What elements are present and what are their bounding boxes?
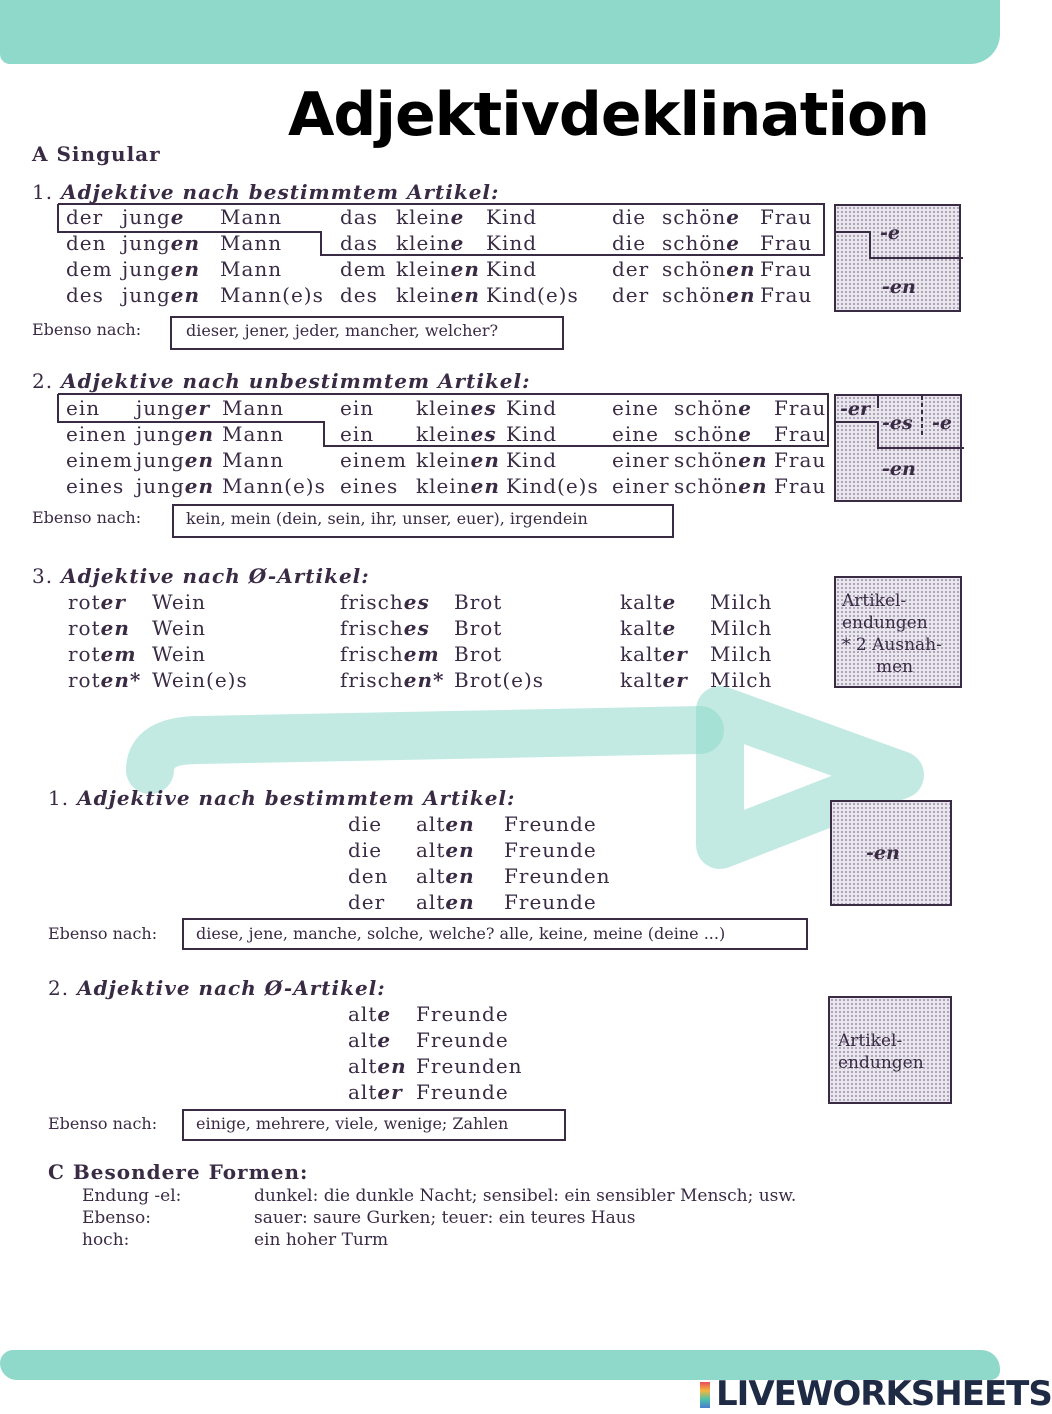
g1-noun: Frau bbox=[760, 205, 813, 229]
section-a-title: A Singular bbox=[32, 142, 161, 166]
g1-article: der bbox=[66, 205, 104, 229]
plural1-ebenso-label: Ebenso nach: bbox=[48, 924, 158, 943]
p1-noun: Freunden bbox=[504, 864, 611, 888]
ending-en: -en bbox=[882, 276, 916, 298]
g1-adjective: junge bbox=[122, 205, 185, 229]
plural1-ending-box bbox=[830, 800, 952, 906]
p2-adjective: alte bbox=[348, 1028, 392, 1052]
c-value-1: dunkel: die dunkle Nacht; sensibel: ein sensibler Mensch; usw. bbox=[254, 1186, 797, 1206]
g2-noun: Frau bbox=[774, 448, 827, 472]
g3-adjective: rotem bbox=[68, 642, 137, 666]
ending-es: -es bbox=[882, 412, 913, 434]
p1-noun: Freunde bbox=[504, 838, 597, 862]
g3-noun: Wein bbox=[152, 616, 207, 640]
group1-ebenso-label: Ebenso nach: bbox=[32, 320, 142, 339]
g2-noun: Kind bbox=[506, 396, 558, 420]
g2-article: einem bbox=[340, 448, 407, 472]
g1-noun: Kind bbox=[486, 205, 538, 229]
g3-noun: Brot(e)s bbox=[454, 668, 545, 692]
g1-noun: Mann(e)s bbox=[220, 283, 324, 307]
g1-noun: Kind bbox=[486, 257, 538, 281]
g2-article: ein bbox=[340, 396, 375, 420]
ending-en-2: -en bbox=[882, 458, 916, 480]
g1-adjective: kleine bbox=[396, 205, 465, 229]
g2-noun: Frau bbox=[774, 396, 827, 420]
g3-adjective: frischem bbox=[340, 642, 440, 666]
g2-adjective: kleines bbox=[416, 422, 497, 446]
g3-noun: Wein(e)s bbox=[152, 668, 248, 692]
g2-article: eine bbox=[612, 396, 659, 420]
logo-mark-icon bbox=[700, 1382, 710, 1408]
plural2-ebenso-label: Ebenso nach: bbox=[48, 1114, 158, 1133]
g2-noun: Mann bbox=[222, 396, 285, 420]
g3-noun: Brot bbox=[454, 642, 503, 666]
plural1-heading: 1. Adjektive nach bestimmtem Artikel: bbox=[48, 786, 516, 810]
artikel-box-line2: endungen bbox=[842, 613, 928, 633]
g3-adjective: kalter bbox=[620, 642, 688, 666]
group2-ebenso-label: Ebenso nach: bbox=[32, 508, 142, 527]
p1-article: den bbox=[348, 864, 389, 888]
g1-adjective: schöne bbox=[662, 231, 741, 255]
g3-adjective: frisches bbox=[340, 590, 430, 614]
g2-adjective: jungen bbox=[136, 422, 215, 446]
g3-adjective: roten bbox=[68, 616, 130, 640]
g1-article: des bbox=[340, 283, 378, 307]
p1-adjective: alten bbox=[416, 838, 475, 862]
g3-adjective: roten* bbox=[68, 668, 142, 692]
g1-article: das bbox=[340, 231, 378, 255]
g2-article: ein bbox=[340, 422, 375, 446]
p1-adjective: alten bbox=[416, 812, 475, 836]
g1-adjective: kleinen bbox=[396, 257, 480, 281]
group1-heading: 1. Adjektive nach bestimmtem Artikel: bbox=[32, 180, 500, 204]
g1-adjective: jungen bbox=[122, 283, 201, 307]
artikel-box-line1: Artikel- bbox=[842, 591, 907, 611]
g2-adjective: schönen bbox=[674, 474, 768, 498]
g2-noun: Frau bbox=[774, 422, 827, 446]
group3-artikel-box bbox=[834, 576, 962, 688]
g3-noun: Wein bbox=[152, 590, 207, 614]
group3-heading: 3. Adjektive nach Ø-Artikel: bbox=[32, 564, 370, 588]
g2-noun: Kind bbox=[506, 422, 558, 446]
p1-noun: Freunde bbox=[504, 890, 597, 914]
p2-adjective: alten bbox=[348, 1054, 407, 1078]
g1-article: dem bbox=[340, 257, 387, 281]
p1-adjective: alten bbox=[416, 890, 475, 914]
g3-adjective: kalte bbox=[620, 616, 677, 640]
g2-noun: Mann bbox=[222, 448, 285, 472]
g3-adjective: kalte bbox=[620, 590, 677, 614]
c-value-2: sauer: saure Gurken; teuer: ein teures Haus bbox=[254, 1208, 636, 1228]
c-label-3: hoch: bbox=[82, 1230, 130, 1250]
group1-ending-box bbox=[834, 204, 961, 312]
plural-artikel-line2: endungen bbox=[838, 1053, 924, 1073]
g1-article: der bbox=[612, 257, 650, 281]
liveworksheets-logo: LIVEWORKSHEETS bbox=[700, 1374, 1052, 1414]
g1-noun: Mann bbox=[220, 205, 283, 229]
g2-adjective: schöne bbox=[674, 396, 753, 420]
g2-article: einer bbox=[612, 474, 670, 498]
g2-article: ein bbox=[66, 396, 101, 420]
g2-article: eine bbox=[612, 422, 659, 446]
plural2-artikel-box bbox=[828, 996, 952, 1104]
p2-noun: Freunde bbox=[416, 1028, 509, 1052]
g1-adjective: schönen bbox=[662, 257, 756, 281]
g2-adjective: jungen bbox=[136, 448, 215, 472]
c-value-3: ein hoher Turm bbox=[254, 1230, 389, 1250]
group2-ending-box bbox=[834, 394, 962, 502]
p1-article: der bbox=[348, 890, 386, 914]
g2-article: eines bbox=[66, 474, 125, 498]
g1-noun: Kind bbox=[486, 231, 538, 255]
g3-adjective: roter bbox=[68, 590, 126, 614]
g2-article: eines bbox=[340, 474, 399, 498]
g1-article: dem bbox=[66, 257, 113, 281]
g2-article: einen bbox=[66, 422, 127, 446]
group2-heading: 2. Adjektive nach unbestimmtem Artikel: bbox=[32, 369, 531, 393]
c-label-1: Endung -el: bbox=[82, 1186, 182, 1206]
g1-adjective: kleinen bbox=[396, 283, 480, 307]
g2-adjective: schönen bbox=[674, 448, 768, 472]
group1-ebenso-text: dieser, jener, jeder, mancher, welcher? bbox=[186, 321, 499, 340]
g1-noun: Frau bbox=[760, 231, 813, 255]
g3-adjective: kalter bbox=[620, 668, 688, 692]
g3-noun: Milch bbox=[710, 616, 773, 640]
g3-adjective: frisches bbox=[340, 616, 430, 640]
page-title: Adjektivdeklination bbox=[288, 80, 929, 150]
g1-article: die bbox=[612, 231, 647, 255]
g3-noun: Milch bbox=[710, 668, 773, 692]
p1-article: die bbox=[348, 812, 383, 836]
g3-noun: Brot bbox=[454, 616, 503, 640]
g2-article: einem bbox=[66, 448, 133, 472]
artikel-box-line4: men bbox=[876, 657, 914, 677]
g3-adjective: frischen* bbox=[340, 668, 445, 692]
p2-noun: Freunde bbox=[416, 1002, 509, 1026]
g1-noun: Frau bbox=[760, 283, 813, 307]
plural1-ebenso-text: diese, jene, manche, solche, welche? alle, keine, meine (deine ...) bbox=[196, 924, 726, 943]
g1-adjective: jungen bbox=[122, 231, 201, 255]
p2-noun: Freunde bbox=[416, 1080, 509, 1104]
ending-er: -er bbox=[840, 398, 870, 420]
c-label-2: Ebenso: bbox=[82, 1208, 151, 1228]
g2-article: einer bbox=[612, 448, 670, 472]
p1-article: die bbox=[348, 838, 383, 862]
g1-article: das bbox=[340, 205, 378, 229]
p2-adjective: alte bbox=[348, 1002, 392, 1026]
g1-article: die bbox=[612, 205, 647, 229]
g1-adjective: schöne bbox=[662, 205, 741, 229]
g1-noun: Kind(e)s bbox=[486, 283, 579, 307]
g2-noun: Mann(e)s bbox=[222, 474, 326, 498]
g3-noun: Milch bbox=[710, 642, 773, 666]
g2-noun: Frau bbox=[774, 474, 827, 498]
g2-adjective: jungen bbox=[136, 474, 215, 498]
g1-article: den bbox=[66, 231, 107, 255]
g1-article: der bbox=[612, 283, 650, 307]
plural2-heading: 2. Adjektive nach Ø-Artikel: bbox=[48, 976, 386, 1000]
ending-e-2: -e bbox=[932, 412, 952, 434]
ending-e: -e bbox=[880, 222, 900, 244]
g1-noun: Mann bbox=[220, 231, 283, 255]
g2-noun: Kind bbox=[506, 448, 558, 472]
top-brush-stroke bbox=[0, 0, 1000, 64]
g2-adjective: kleinen bbox=[416, 474, 500, 498]
p1-adjective: alten bbox=[416, 864, 475, 888]
group2-ebenso-text: kein, mein (dein, sein, ihr, unser, euer), irgendein bbox=[186, 509, 588, 528]
g3-noun: Brot bbox=[454, 590, 503, 614]
g2-adjective: junger bbox=[136, 396, 211, 420]
plural2-ebenso-text: einige, mehrere, viele, wenige; Zahlen bbox=[196, 1114, 509, 1133]
g1-noun: Mann bbox=[220, 257, 283, 281]
g3-noun: Milch bbox=[710, 590, 773, 614]
ending-en-plural: -en bbox=[866, 842, 900, 864]
g1-adjective: schönen bbox=[662, 283, 756, 307]
g2-adjective: kleines bbox=[416, 396, 497, 420]
g1-adjective: jungen bbox=[122, 257, 201, 281]
section-c-title: C Besondere Formen: bbox=[48, 1160, 309, 1184]
g1-article: des bbox=[66, 283, 104, 307]
p2-noun: Freunden bbox=[416, 1054, 523, 1078]
g3-noun: Wein bbox=[152, 642, 207, 666]
artikel-box-line3: * 2 Ausnah- bbox=[842, 635, 942, 655]
plural-artikel-line1: Artikel- bbox=[838, 1031, 903, 1051]
p1-noun: Freunde bbox=[504, 812, 597, 836]
g2-noun: Kind(e)s bbox=[506, 474, 599, 498]
p2-adjective: alter bbox=[348, 1080, 403, 1104]
g2-adjective: schöne bbox=[674, 422, 753, 446]
g2-adjective: kleinen bbox=[416, 448, 500, 472]
g1-adjective: kleine bbox=[396, 231, 465, 255]
g1-noun: Frau bbox=[760, 257, 813, 281]
g2-noun: Mann bbox=[222, 422, 285, 446]
